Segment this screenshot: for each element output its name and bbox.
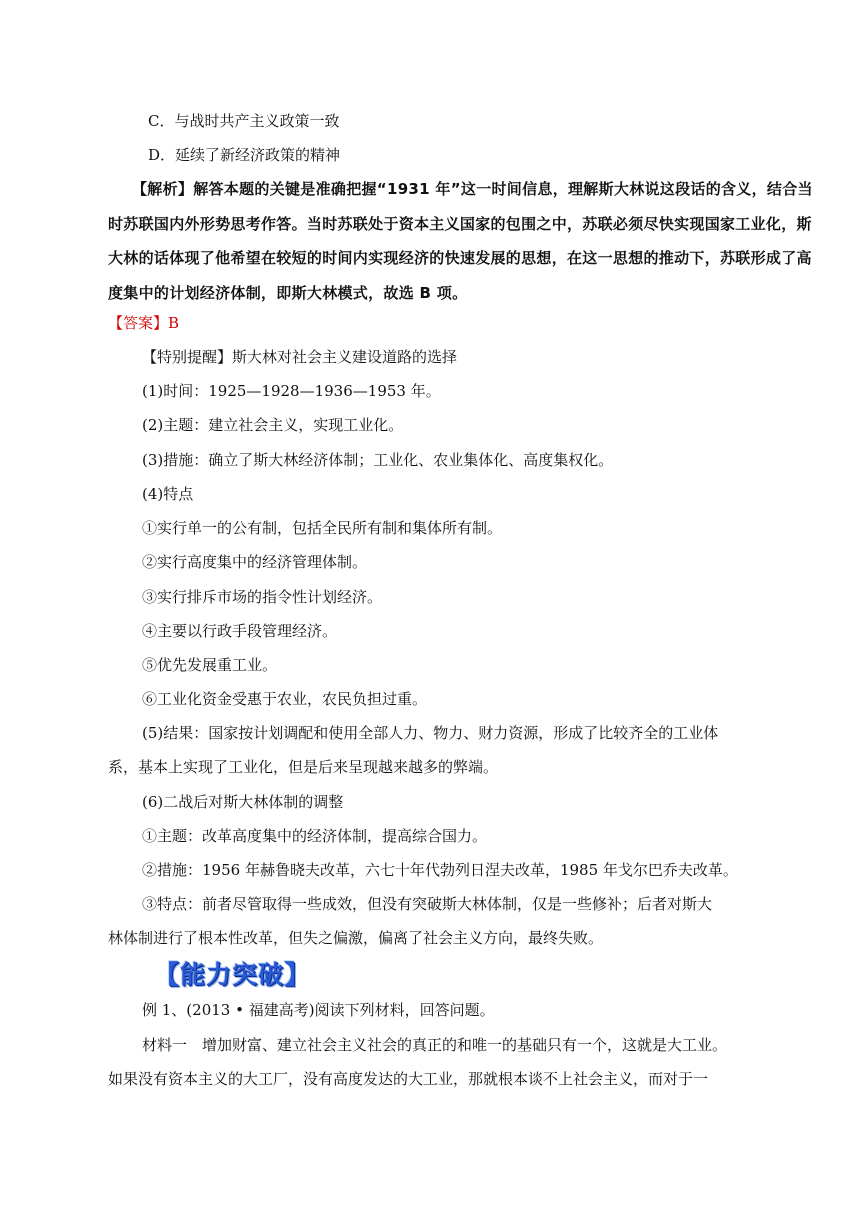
- feature-item: ②实行高度集中的经济管理体制。: [142, 553, 368, 571]
- answer-value: B: [168, 314, 180, 332]
- analysis-line-3: 大林的话体现了他希望在较短的时间内实现经济的快速发展的思想，在这一思想的推动下，苏联形成了高: [108, 249, 812, 267]
- tip-measures: (3)措施：确立了斯大林经济体制；工业化、农业集体化、高度集权化。: [142, 451, 614, 469]
- analysis-line-1: 【解析】解答本题的关键是准确把握“1931 年”这一时间信息，理解斯大林说这段话的含义，结合当: [132, 180, 813, 198]
- feature-item: ⑥工业化资金受惠于农业，农民负担过重。: [142, 690, 428, 708]
- tip-result-line-1: (5)结果：国家按计划调配和使用全部人力、物力、财力资源，形成了比较齐全的工业体: [142, 724, 719, 742]
- answer-label: 【答案】: [108, 314, 169, 332]
- analysis-line-4: 度集中的计划经济体制，即斯大林模式，故选 B 项。: [108, 284, 468, 302]
- section-banner: 【能力突破】: [154, 960, 311, 989]
- feature-item: ⑤优先发展重工业。: [142, 656, 278, 674]
- example-material-line-1: 材料一 增加财富、建立社会主义社会的真正的和唯一的基础只有一个，这就是大工业。: [142, 1036, 728, 1054]
- tip-theme: (2)主题：建立社会主义，实现工业化。: [142, 416, 404, 434]
- option-d: D．延续了新经济政策的精神: [148, 146, 341, 164]
- example-material-line-2: 如果没有资本主义的大工厂，没有高度发达的大工业，那就根本谈不上社会主义，而对于一: [108, 1070, 709, 1088]
- tip-result-line-2: 系，基本上实现了工业化，但是后来呈现越来越多的弊端。: [108, 758, 499, 776]
- tip-time: (1)时间：1925—1928—1936—1953 年。: [142, 382, 441, 400]
- option-c: C．与战时共产主义政策一致: [148, 112, 340, 130]
- feature-item: ①实行单一的公有制，包括全民所有制和集体所有制。: [142, 519, 503, 537]
- tip-features-title: (4)特点: [142, 485, 194, 503]
- feature-item: ③实行排斥市场的指令性计划经济。: [142, 588, 383, 606]
- postwar-item: ②措施：1956 年赫鲁晓夫改革，六七十年代勃列日涅夫改革，1985 年戈尔巴乔夫改革。: [142, 861, 738, 879]
- analysis-line-2: 时苏联国内外形势思考作答。当时苏联处于资本主义国家的包围之中，苏联必须尽快实现国家工业化，斯: [108, 215, 812, 233]
- feature-item: ④主要以行政手段管理经济。: [142, 622, 338, 640]
- postwar-item: ③特点：前者尽管取得一些成效，但没有突破斯大林体制，仅是一些修补；后者对斯大: [142, 895, 713, 913]
- answer-line: [108, 313, 179, 333]
- tip-postwar-line-4: 林体制进行了根本性改革，但失之偏激，偏离了社会主义方向，最终失败。: [108, 929, 604, 947]
- tip-postwar-title: (6)二战后对斯大林体制的调整: [142, 793, 344, 811]
- example-title: 例 1、(2013 • 福建高考)阅读下列材料，回答问题。: [142, 1001, 495, 1019]
- postwar-item: ①主题：改革高度集中的经济体制，提高综合国力。: [142, 827, 488, 845]
- tip-title: 【特别提醒】斯大林对社会主义建设道路的选择: [142, 348, 458, 366]
